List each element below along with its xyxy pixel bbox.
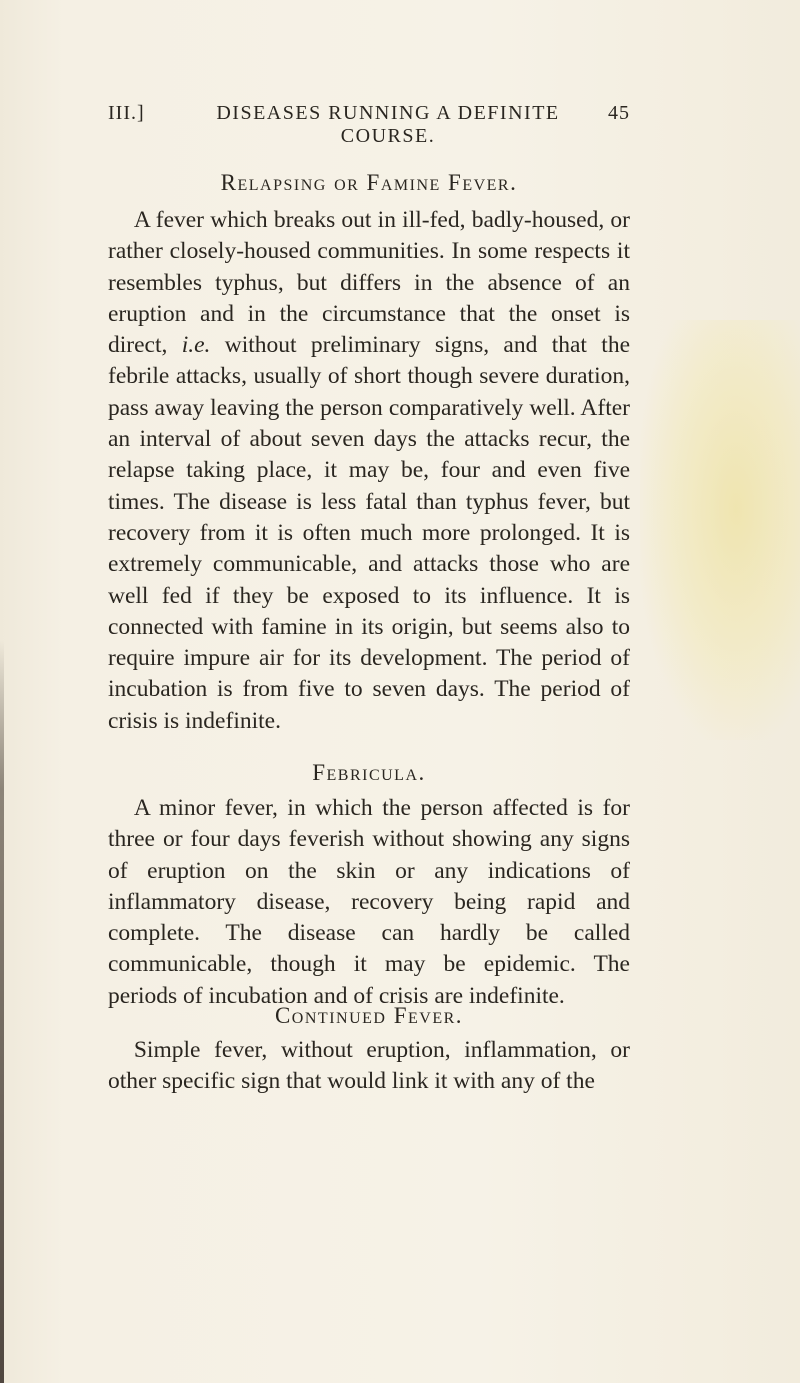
page-gutter-edge [0, 640, 4, 1383]
section-paragraph: A minor fever, in which the person affected is for three or four days feverish without showing any signs of eruption on the skin or any indications of inflammatory disease, recovery being rapid and complete. The disease can hardly be called communicable, though it may be epidemic. The periods of incubation and of crisis are indefinite. [108, 795, 630, 1009]
page-number: 45 [608, 102, 630, 124]
chapter-number: III.] [108, 102, 145, 124]
section-heading: Continued Fever. [274, 1003, 464, 1028]
paper-stain [640, 320, 800, 740]
running-head [108, 102, 630, 147]
running-title: DISEASES RUNNING A DEFINITE COURSE. [216, 102, 560, 147]
section-paragraph: Simple fever, without eruption, inflammation, or other specific sign that would link it with any of the [108, 1037, 630, 1095]
italic-abbreviation: i.e. [181, 332, 211, 359]
section-heading: Relapsing or Famine Fever. [220, 170, 518, 195]
section-heading: Febricula. [312, 760, 426, 785]
section-paragraph: A fever which breaks out in ill-fed, badly-housed, or rather closely-housed communities. In some respects it resembles typhus, but differs in the absence of an eruption and in the circumstance that the onset is direct, i.e. without preliminary signs, and that the febrile attacks, usually of short though severe duration, pass away leaving the person comparatively well. After an interval of about seven days the attacks recur, the relapse taking place, it may be, four and even five times. The disease is less fatal than typhus fever, but recovery from it is often much more prolonged. It is extremely communicable, and attacks those who are well fed if they be exposed to its influence. It is connected with famine in its origin, but seems also to require impure air for its development. The period of incubation is from five to seven days. The period of crisis is indefinite. [108, 207, 630, 734]
